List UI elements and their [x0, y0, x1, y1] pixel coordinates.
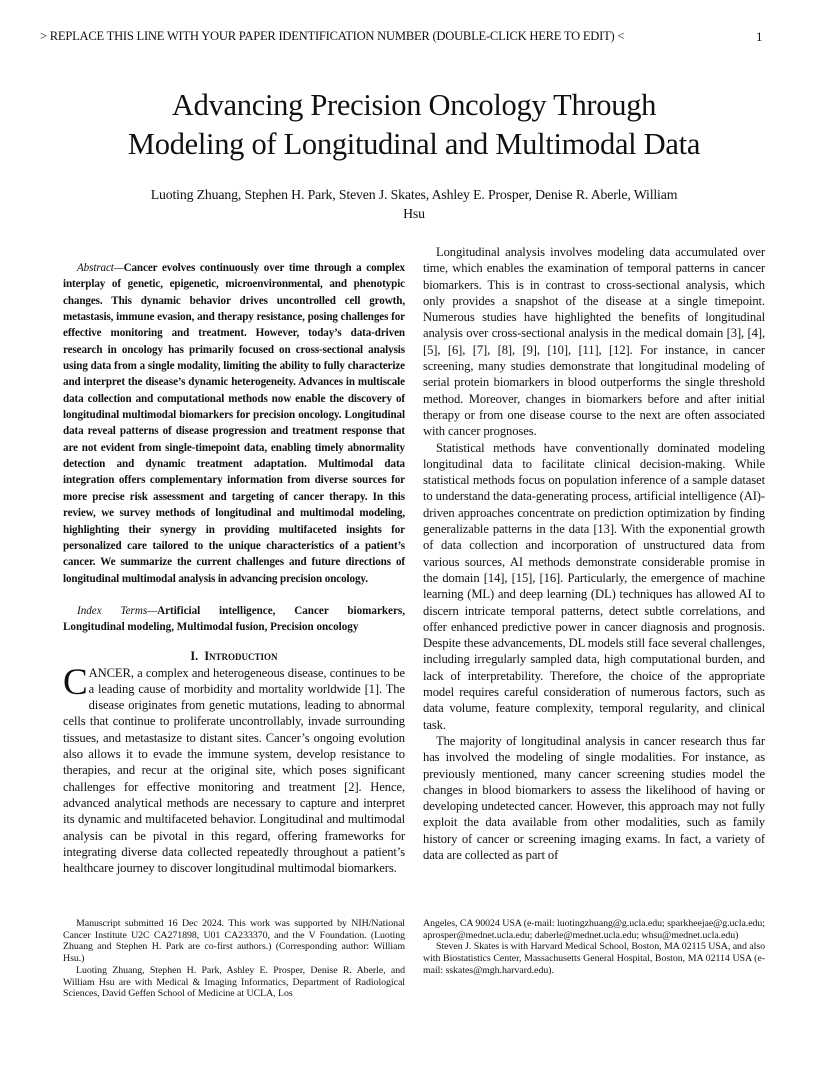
index-terms-label: Index Terms	[77, 604, 148, 617]
footnote-manuscript-info: Manuscript submitted 16 Dec 2024. This work was supported by NIH/National Cancer Institute U2C CA271898, U01 CA233370, and the V Foundation. (Luoting Zhuang and Stephen H. Park are co-first authors.) (Corresponding author: William Hsu.)	[63, 918, 405, 965]
drop-cap: C	[63, 661, 88, 703]
intro-paragraph-1	[63, 661, 405, 877]
author-list	[110, 185, 718, 223]
section-heading-introduction	[63, 648, 405, 664]
section-number: I.	[190, 648, 199, 663]
abstract-label: Abstract	[77, 262, 114, 274]
intro-paragraph-3: Statistical methods have conventionally dominated modeling longitudinal data to facilitate clinical decision-making. While statistical methods focus on population inference of a sample dataset to understand the data-generating process, artificial intelligence (AI)-driven approaches concentrate on prediction optimization by finding generalizable patterns in the data [13]. With the exponential growth of data collection and incorporation of unstructured data from various sources, AI methods demonstrate considerable promise in the domain [14], [15], [16]. Particularly, the emergence of machine learning (ML) and deep learning (DL) techniques has allowed AI to discern intricate temporal patterns, detect subtle correlations, and offer enhanced predictive power in cancer diagnosis and prognosis. Despite these advancements, DL models still face several challenges, including irregularly sampled data, high computational burden, and lack of interpretability. Therefore, the choice of the appropriate model requires careful consideration of numerous factors, such as data volume, feature complexity, temporal regularity, and clinical task.	[423, 440, 765, 732]
authors-line-1: Luoting Zhuang, Stephen H. Park, Steven J. Skates, Ashley E. Prosper, Denise R. Aberle, William	[150, 187, 678, 202]
footnote-right	[423, 918, 765, 977]
title-line-1: Advancing Precision Oncology Through	[171, 88, 657, 122]
authors-line-2: Hsu	[403, 206, 425, 221]
footnote-emails: Angeles, CA 90024 USA (e-mail: luotingzhuang@g.ucla.edu; sparkheejae@g.ucla.edu; aprosper@mednet.ucla.edu; daberle@mednet.ucla.edu; whsu@mednet.ucla.edu)	[423, 918, 765, 941]
index-terms-text: Artificial intelligence, Cancer biomarkers, Longitudinal modeling, Multimodal fusion, Precision oncology	[63, 604, 405, 634]
paper-title	[0, 86, 828, 164]
abstract-dash: —	[113, 262, 124, 274]
footnote-affiliation-ucla: Luoting Zhuang, Stephen H. Park, Ashley E. Prosper, Denise R. Aberle, and William Hsu are with Medical & Imaging Informatics, Department of Radiological Sciences, David Geffen School of Medicine at UCLA, Los	[63, 964, 405, 1000]
section-title: Introduction	[204, 648, 278, 663]
right-column	[423, 244, 765, 863]
intro-paragraph-4: The majority of longitudinal analysis in cancer research thus far has involved the modeling of single modalities. For instance, as previously mentioned, many cancer screening studies model the changes in blood biomarkers to assess the likelihood of having or developing undetected cancer. However, this approach may not fully exploit the data available from other modalities, such as family history of cancer or screening imaging exams. In fact, a variety of data are collected as part of	[423, 733, 765, 862]
intro-paragraph-2: Longitudinal analysis involves modeling data accumulated over time, which enables the examination of temporal patterns in cancer biomarkers. This is in contrast to cross-sectional analysis, which only provides a snapshot of the disease at a single timepoint. Numerous studies have highlighted the benefits of longitudinal analysis over cross-sectional analysis in the medical domain [3], [4], [5], [6], [7], [8], [9], [10], [11], [12]. For instance, in cancer screening, many studies demonstrate that longitudinal modeling of serial protein biomarkers in blood outperforms the single threshold method. Moreover, changes in biomarkers before and after initial therapy or from one disease course to the next are often associated with cancer prognoses.	[423, 245, 765, 439]
intro-paragraph-1-text: ANCER, a complex and heterogeneous disease, continues to be a leading cause of morbidity and mortality worldwide [1]. The disease originates from genetic mutations, leading to abnormal cells that continue to proliferate uncontrollably, invade surrounding tissues, and metastasize to distant sites. Cancer’s ongoing evolution also allows it to evade the immune system, develop resistance to therapies, and recur at the original site, which poses significant challenges for effective monitoring and treatment [2]. Hence, advanced analytical methods are necessary to capture and interpret its dynamic and multifaceted behavior. Longitudinal and multimodal analysis can be pivotal in this regard, offering frameworks for integrating diverse data collected repeatedly throughout a patient’s healthcare journey to discover longitudinal multimodal biomarkers.	[63, 665, 405, 876]
abstract	[63, 260, 405, 587]
index-terms	[63, 603, 405, 636]
page-number: 1	[756, 29, 763, 44]
abstract-text: Cancer evolves continuously over time through a complex interplay of genetic, epigenetic, microenvironmental, and phenotypic changes. This dynamic behavior drives uncontrolled cell growth, metastasis, immune evasion, and therapy resistance, posing challenges for effective monitoring and treatment. However, today’s data-driven research in oncology has primarily focused on cross-sectional analysis using data from a single modality, limiting the ability to fully characterize and interpret the disease’s dynamic heterogeneity. Advances in multiscale data collection and computational methods now enable the discovery of longitudinal multimodal biomarkers for precision oncology. Longitudinal data reveal patterns of disease progression and treatment response that are not evident from single-timepoint data, enabling timely abnormality detection and dynamic treatment adaptation. Multimodal data integration offers complementary information from diverse sources for more precise risk assessment and targeting of cancer therapy. In this review, we survey methods of longitudinal and multimodal modeling, highlighting their synergy in providing multifaceted insights for personalized care tailored to the unique characteristics of a patient’s cancer. We summarize the current challenges and future directions of longitudinal multimodal analysis in advancing precision oncology.	[63, 262, 405, 585]
footnote-left	[63, 918, 405, 1000]
running-header: > REPLACE THIS LINE WITH YOUR PAPER IDENTIFICATION NUMBER (DOUBLE-CLICK HERE TO EDIT) <	[40, 29, 625, 43]
title-line-2: Modeling of Longitudinal and Multimodal Data	[127, 127, 701, 161]
index-terms-dash: —	[147, 604, 158, 617]
left-column	[63, 260, 405, 876]
footnote-affiliation-harvard: Steven J. Skates is with Harvard Medical School, Boston, MA 02115 USA, and also with Biostatistics Center, Massachusetts General Hospital, Boston, MA 02114 USA (e-mail: sskates@mgh.harvard.edu).	[423, 941, 765, 976]
